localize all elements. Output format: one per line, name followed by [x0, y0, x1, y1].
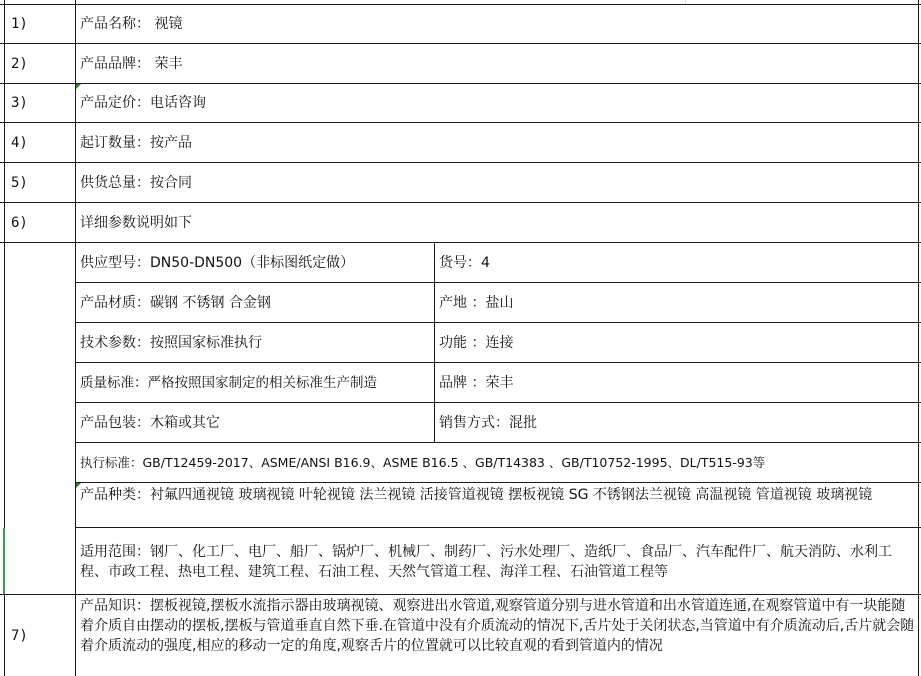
row-number: 6) — [11, 214, 28, 231]
application-scope-cell[interactable]: 适用范围：钢厂、化工厂、电厂、船厂、锅炉厂、机械厂、制药厂、污水处理厂、造纸厂、食品厂、汽车配件厂、航天消防、水利工程、市政工程、热电工程、建筑工程、石油工程、天然气管道工程、海洋工程、石油管道工程等 — [80, 544, 892, 580]
model-cell[interactable]: 供应型号：DN50-DN500（非标图纸定做） — [80, 254, 355, 271]
product-knowledge-cell[interactable]: 产品知识：摆板视镜,摆板水流指示器由玻璃视镜、观察进出水管道,观察管道分别与进水管道和出水管道连通,在观察管道中有一块能随着介质自由摆动的摆板,摆板与管道垂直自然下垂.在管道中没有介质流动的情况下,舌片处于关闭状态,当管道中有介质流动后,舌片就会随着介质流动的强度,相应的移动一定的角度,观察舌片的位置就可以比较直观的看到管道内的情况 — [80, 598, 915, 654]
product-brand-cell[interactable]: 产品品牌： 荣丰 — [80, 55, 183, 72]
selection-edge — [3, 528, 5, 594]
row-number: 2) — [11, 55, 28, 72]
sales-method-cell[interactable]: 销售方式：混批 — [439, 414, 537, 431]
quality-standard-cell[interactable]: 质量标准：严格按照国家制定的相关标准生产制造 — [80, 374, 377, 391]
origin-cell[interactable]: 产地 ：盐山 — [439, 294, 514, 311]
packaging-cell[interactable]: 产品包装：木箱或其它 — [80, 414, 220, 431]
execution-standard-cell[interactable]: 执行标准：GB/T12459-2017、ASME/ANSI B16.9、ASME B16.5 、GB/T14383 、GB/T10752-1995、DL/T515-93等 — [80, 454, 766, 470]
product-name-cell[interactable]: 产品名称： 视镜 — [80, 16, 183, 32]
faint-column-border — [685, 0, 686, 4]
details-heading-cell[interactable]: 详细参数说明如下 — [80, 214, 192, 231]
row-number: 7) — [11, 627, 28, 644]
row-number: 3) — [11, 95, 28, 111]
function-cell[interactable]: 功能 ：连接 — [439, 334, 514, 351]
item-number-cell[interactable]: 货号：4 — [439, 254, 490, 271]
column-border — [918, 0, 919, 676]
row-number: 1) — [11, 16, 28, 32]
supply-total-cell[interactable]: 供货总量：按合同 — [80, 174, 192, 191]
row-number: 4) — [11, 134, 28, 151]
brand-cell[interactable]: 品牌 ：荣丰 — [439, 374, 514, 391]
row-number: 5) — [11, 174, 28, 191]
tech-params-cell[interactable]: 技术参数：按照国家标准执行 — [80, 334, 262, 351]
product-types-cell[interactable]: 产品种类：衬氟四通视镜 玻璃视镜 叶轮视镜 法兰视镜 活接管道视镜 摆板视镜 SG 不锈钢法兰视镜 高温视镜 管道视镜 玻璃视镜 — [80, 487, 873, 503]
product-price-cell[interactable]: 产品定价：电话咨询 — [80, 95, 206, 111]
min-order-cell[interactable]: 起订数量：按产品 — [80, 134, 192, 151]
material-cell[interactable]: 产品材质：碳钢 不锈钢 合金钢 — [80, 294, 271, 311]
